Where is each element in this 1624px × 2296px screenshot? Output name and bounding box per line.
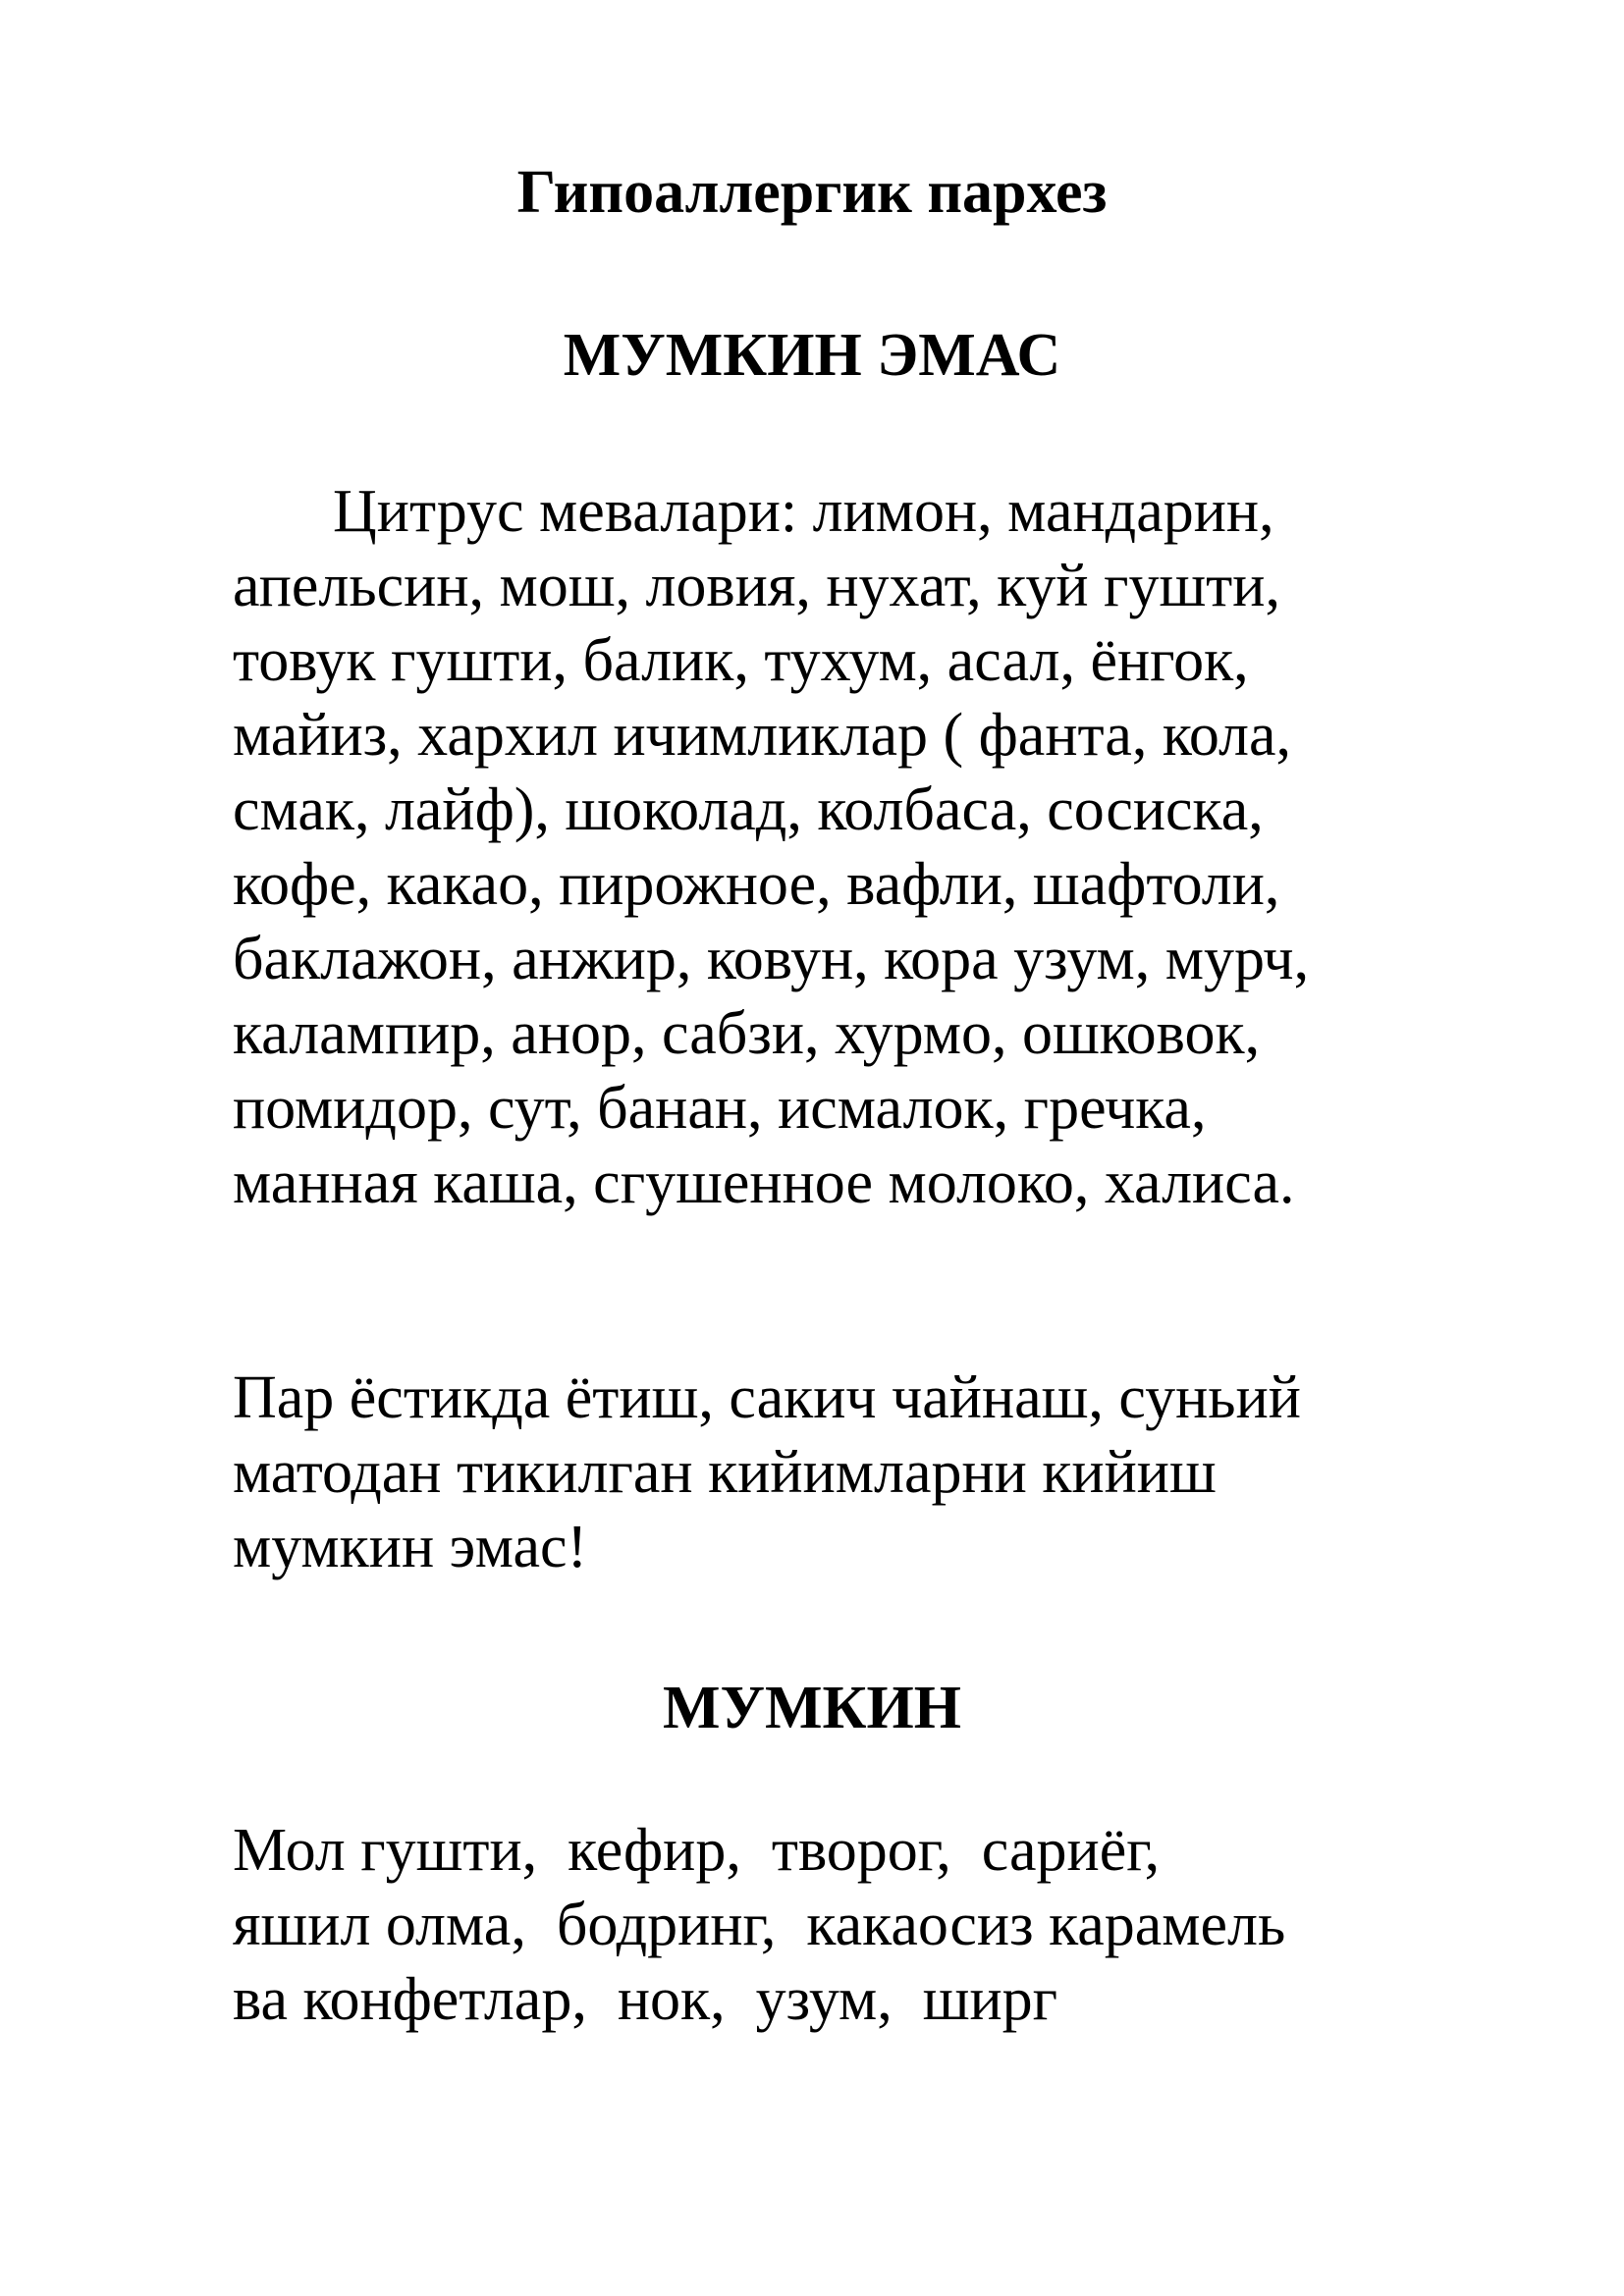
not-allowed-line: Цитрус мевалари: лимон, мандарин,: [333, 478, 1274, 545]
allowed-food-list: [233, 1813, 1539, 2037]
allowed-line: Мол гушти, кефир, творог, сариёг,: [233, 1817, 1161, 1884]
not-allowed-line: баклажон, анжир, ковун, кора узум, мурч,: [233, 926, 1310, 992]
document-title: Гипоаллергик пархез: [516, 159, 1108, 226]
not-allowed-warning: [233, 1361, 1539, 1584]
allowed-line: яшил олма, бодринг, какаосиз карамель: [233, 1892, 1286, 1958]
not-allowed-line: майиз, хархил ичимликлар ( фанта, кола,: [233, 702, 1291, 769]
not-allowed-line: кофе, какао, пирожное, вафли, шафтоли,: [233, 851, 1280, 918]
not-allowed-line: калампир, анор, сабзи, хурмо, ошковок,: [233, 1000, 1261, 1067]
not-allowed-line: помидор, сут, банан, исмалок, гречка,: [233, 1075, 1207, 1142]
warning-line: Пар ёстикда ётиш, сакич чайнаш, суньий: [233, 1364, 1301, 1431]
not-allowed-heading: МУМКИН ЭМАС: [563, 322, 1061, 389]
allowed-heading: МУМКИН: [663, 1675, 961, 1741]
allowed-line: ва конфетлар, нок, узум, ширг: [233, 1966, 1058, 2033]
warning-line: матодан тикилган кийимларни кийиш: [233, 1439, 1217, 1506]
not-allowed-line: товук гушти, балик, тухум, асал, ёнгок,: [233, 627, 1249, 694]
warning-line: мумкин эмас!: [233, 1514, 588, 1580]
not-allowed-line: апельсин, мош, ловия, нухат, куй гушти,: [233, 553, 1280, 619]
not-allowed-line: манная каша, сгушенное молоко, халиса.: [233, 1149, 1295, 1216]
not-allowed-line: смак, лайф), шоколад, колбаса, сосиска,: [233, 776, 1264, 843]
not-allowed-food-list: [233, 474, 1539, 1220]
